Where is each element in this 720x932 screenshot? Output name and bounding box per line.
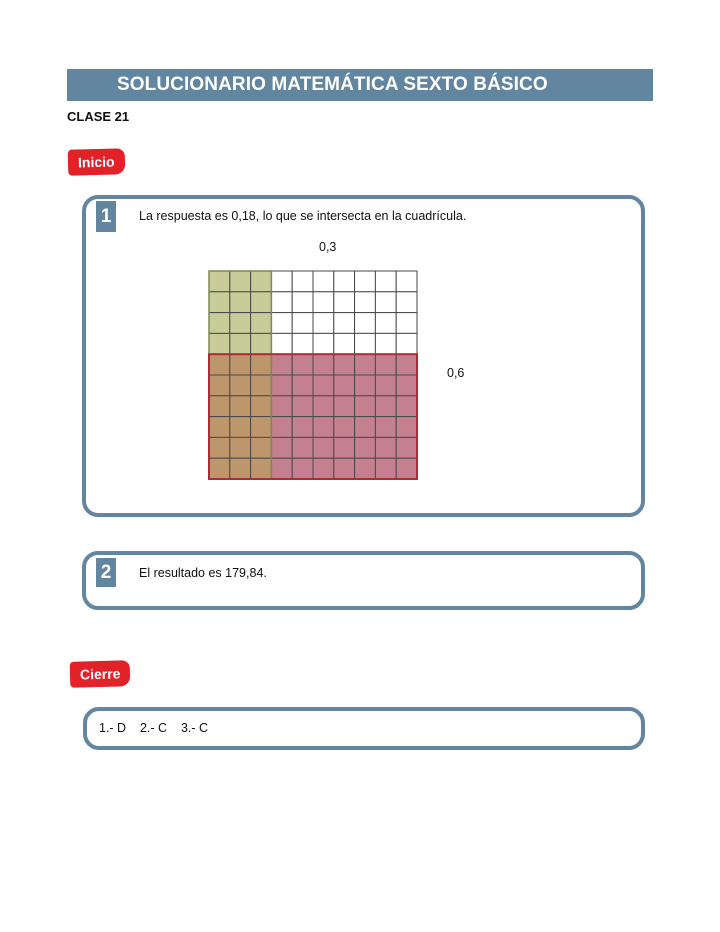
grid-cell: [209, 375, 230, 396]
grid-cell: [209, 354, 230, 375]
grid-cell: [396, 375, 417, 396]
grid-cell: [251, 417, 272, 438]
grid-cell: [251, 437, 272, 458]
grid-cell: [271, 292, 292, 313]
grid-cell: [396, 313, 417, 334]
grid-cell: [313, 292, 334, 313]
grid-cell: [334, 458, 355, 479]
grid-cell: [313, 417, 334, 438]
grid-cell: [209, 458, 230, 479]
grid-cell: [334, 271, 355, 292]
grid-cell: [313, 354, 334, 375]
grid-cell: [292, 354, 313, 375]
grid-cell: [396, 271, 417, 292]
decimal-grid-diagram: [207, 269, 419, 481]
grid-cell: [292, 437, 313, 458]
grid-cell: [292, 458, 313, 479]
grid-cell: [209, 313, 230, 334]
grid-cell: [230, 396, 251, 417]
grid-cell: [355, 333, 376, 354]
grid-cell: [292, 292, 313, 313]
grid-cell: [355, 417, 376, 438]
class-label: CLASE 21: [67, 109, 130, 124]
grid-cell: [251, 354, 272, 375]
grid-cell: [334, 313, 355, 334]
question-1-number: 1: [96, 201, 116, 232]
grid-cell: [355, 292, 376, 313]
grid-cell: [396, 396, 417, 417]
grid-cell: [396, 333, 417, 354]
grid-cell: [313, 396, 334, 417]
grid-cell: [230, 375, 251, 396]
grid-cell: [292, 396, 313, 417]
cierre-answers: 1.- D 2.- C 3.- C: [99, 721, 209, 735]
grid-cell: [334, 396, 355, 417]
grid-label-top: 0,3: [319, 240, 337, 254]
grid-cell: [271, 375, 292, 396]
grid-cell: [292, 313, 313, 334]
grid-cell: [334, 437, 355, 458]
grid-cell: [271, 333, 292, 354]
grid-cell: [375, 417, 396, 438]
section-tag-inicio: Inicio: [68, 148, 125, 175]
grid-cell: [271, 354, 292, 375]
grid-cell: [355, 437, 376, 458]
grid-cell: [271, 458, 292, 479]
grid-cell: [375, 458, 396, 479]
grid-cell: [313, 437, 334, 458]
grid-cell: [230, 313, 251, 334]
grid-cell: [271, 396, 292, 417]
grid-cell: [375, 292, 396, 313]
grid-cell: [292, 417, 313, 438]
question-2-box: [82, 551, 645, 610]
grid-cell: [230, 417, 251, 438]
grid-cell: [334, 417, 355, 438]
grid-cell: [230, 354, 251, 375]
grid-cell: [334, 354, 355, 375]
grid-cell: [334, 375, 355, 396]
grid-cell: [251, 396, 272, 417]
grid-cell: [251, 375, 272, 396]
grid-cell: [375, 333, 396, 354]
grid-cell: [313, 458, 334, 479]
grid-cell: [396, 437, 417, 458]
question-2-text: El resultado es 179,84.: [139, 566, 267, 580]
section-tag-cierre: Cierre: [70, 660, 131, 688]
grid-cell: [209, 437, 230, 458]
grid-cell: [230, 333, 251, 354]
grid-cell: [271, 437, 292, 458]
grid-cell: [292, 333, 313, 354]
question-2-number: 2: [96, 558, 116, 587]
grid-cell: [271, 313, 292, 334]
grid-cell: [271, 417, 292, 438]
grid-cell: [251, 333, 272, 354]
grid-cell: [251, 271, 272, 292]
grid-cell: [375, 271, 396, 292]
grid-cell: [292, 271, 313, 292]
document-title: SOLUCIONARIO MATEMÁTICA SEXTO BÁSICO: [117, 74, 548, 95]
grid-cell: [375, 313, 396, 334]
question-1-text: La respuesta es 0,18, lo que se intersecta en la cuadrícula.: [139, 209, 467, 223]
grid-cell: [209, 271, 230, 292]
grid-cell: [355, 458, 376, 479]
grid-cell: [209, 333, 230, 354]
document-title-bar: [67, 69, 653, 101]
grid-cell: [375, 375, 396, 396]
grid-cell: [355, 375, 376, 396]
grid-cell: [271, 271, 292, 292]
grid-cell: [375, 354, 396, 375]
grid-cell: [251, 313, 272, 334]
grid-cell: [230, 437, 251, 458]
grid-label-right: 0,6: [447, 366, 465, 380]
grid-cell: [230, 271, 251, 292]
grid-cell: [209, 292, 230, 313]
grid-cell: [334, 333, 355, 354]
grid-cell: [251, 292, 272, 313]
grid-cell: [355, 354, 376, 375]
grid-cell: [209, 396, 230, 417]
grid-cell: [313, 313, 334, 334]
grid-cell: [313, 333, 334, 354]
grid-cell: [313, 271, 334, 292]
grid-cell: [375, 437, 396, 458]
grid-cell: [230, 458, 251, 479]
grid-cell: [209, 417, 230, 438]
grid-cell: [396, 458, 417, 479]
grid-cell: [313, 375, 334, 396]
grid-cell: [355, 313, 376, 334]
grid-cell: [251, 458, 272, 479]
grid-cell: [355, 396, 376, 417]
grid-cell: [292, 375, 313, 396]
grid-cell: [396, 354, 417, 375]
grid-cell: [355, 271, 376, 292]
grid-cell: [230, 292, 251, 313]
grid-cell: [375, 396, 396, 417]
grid-cell: [396, 292, 417, 313]
grid-cell: [396, 417, 417, 438]
grid-cell: [334, 292, 355, 313]
